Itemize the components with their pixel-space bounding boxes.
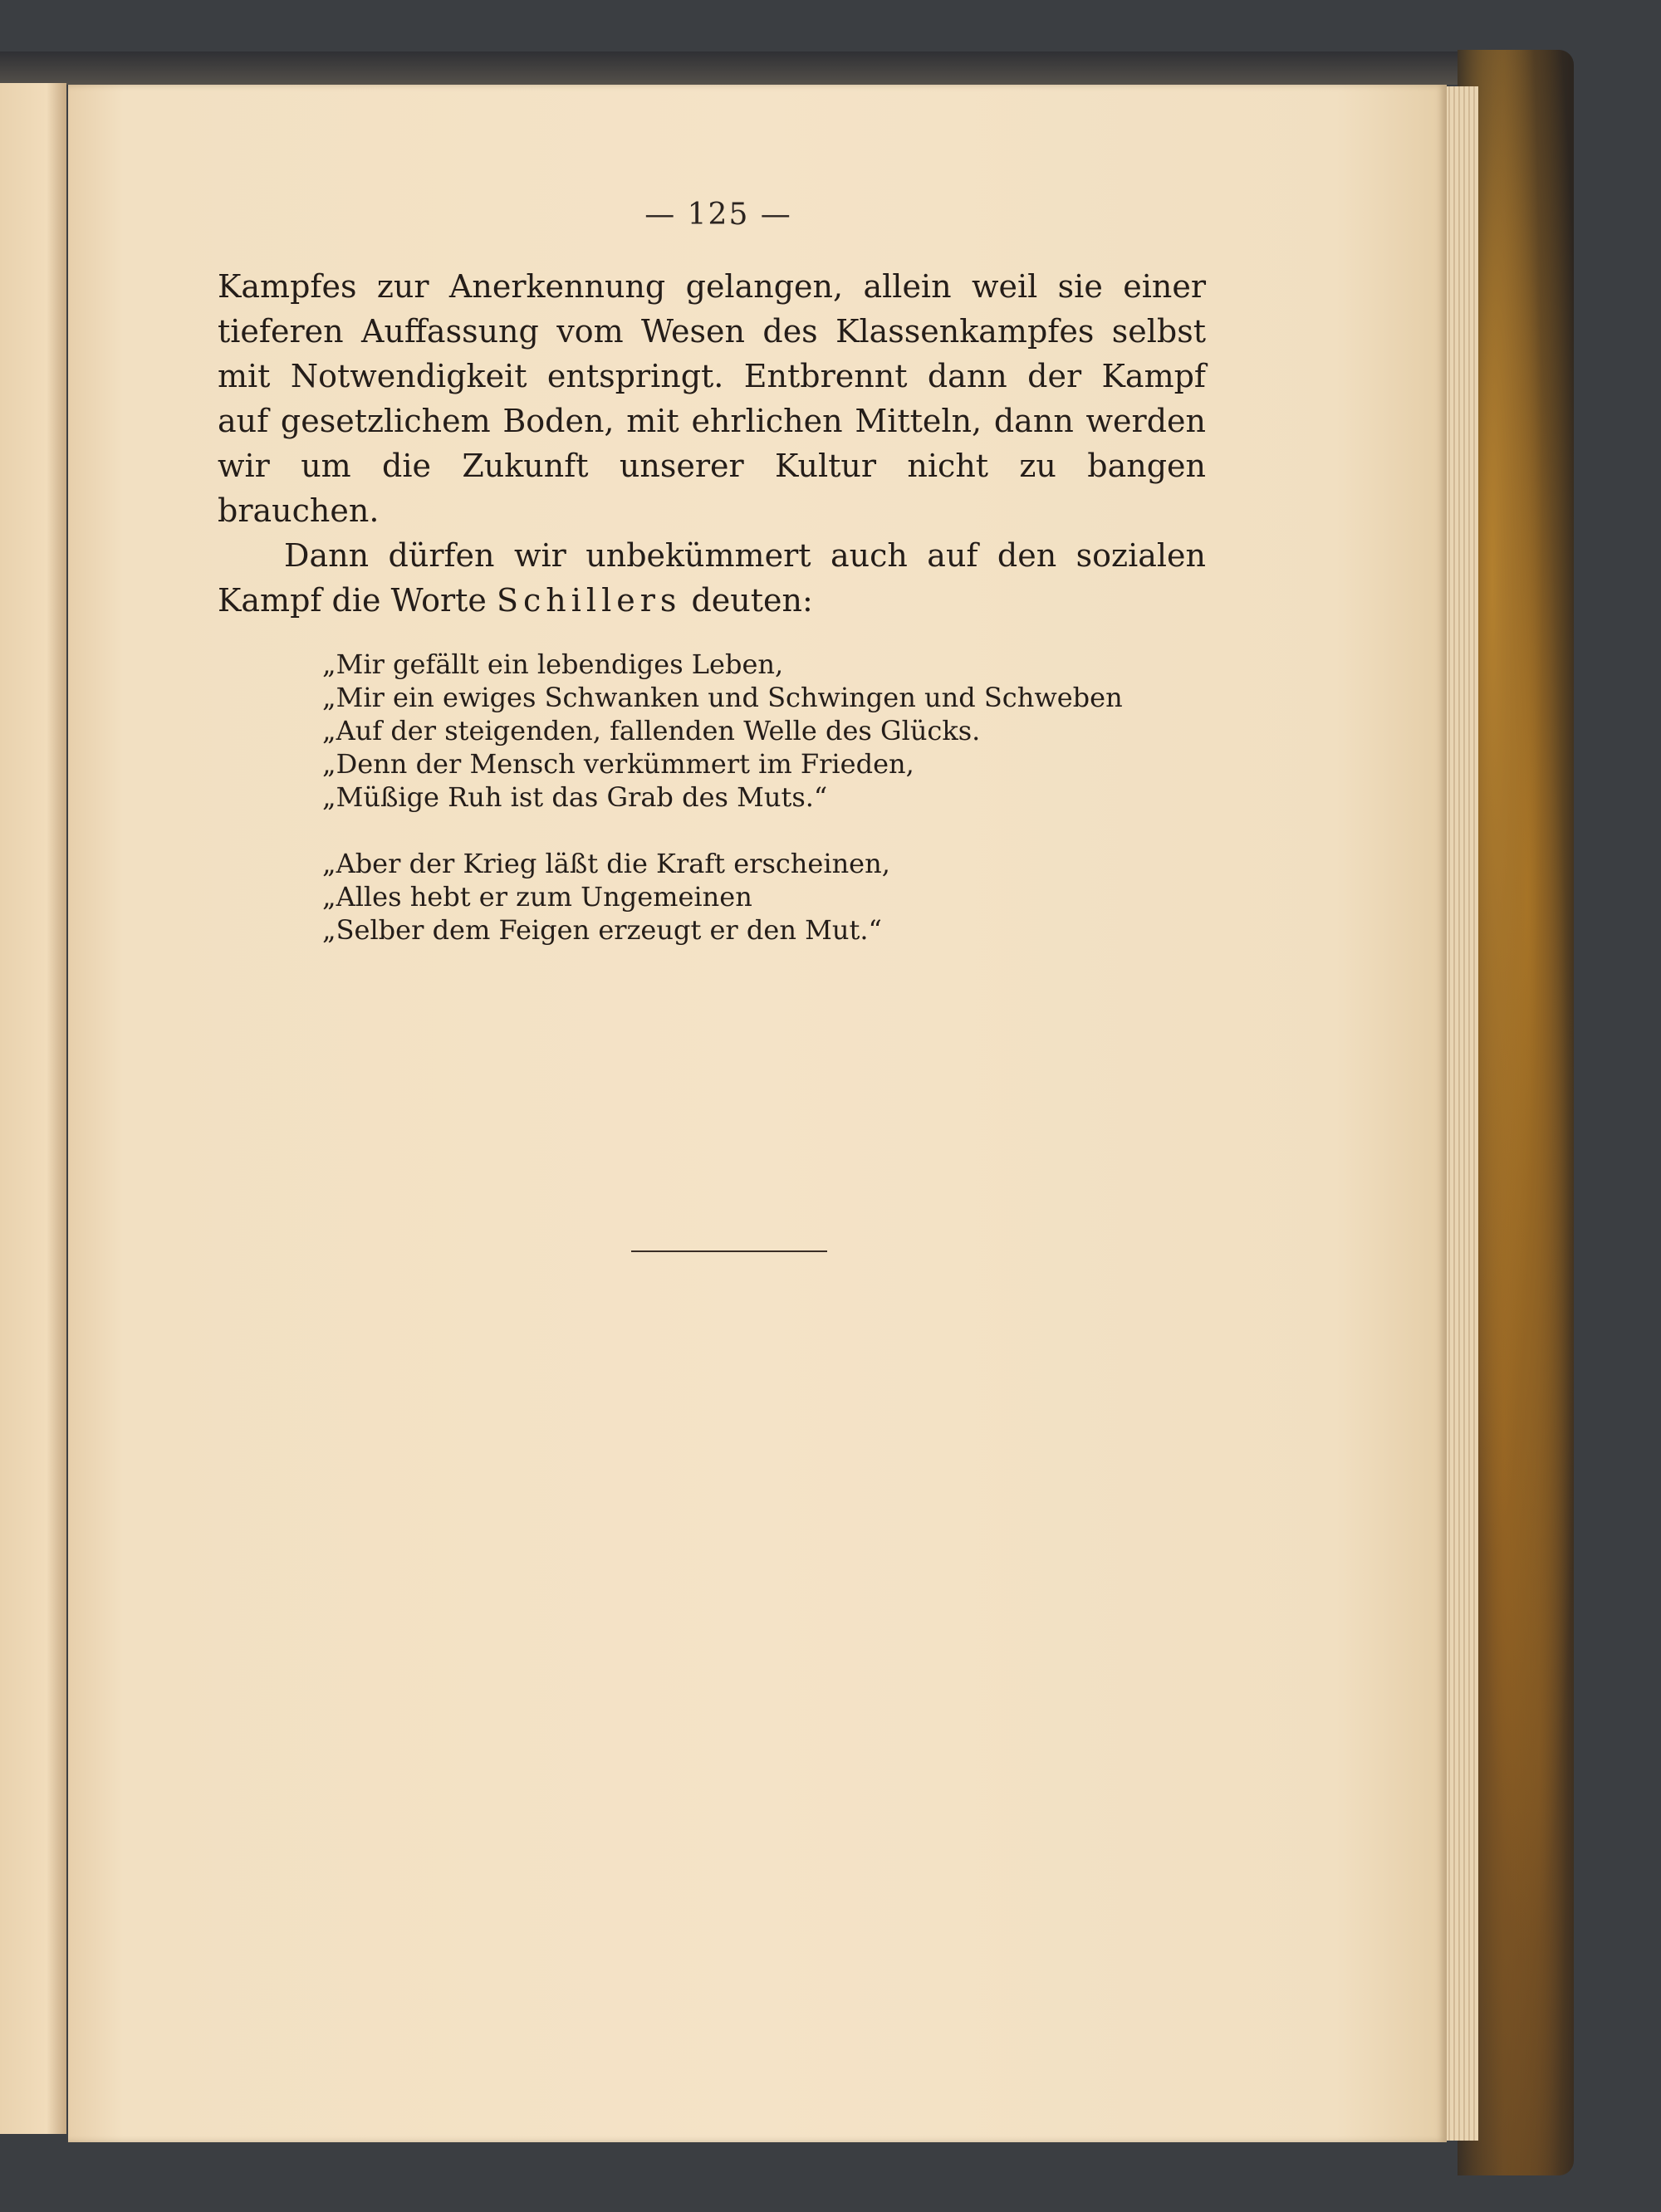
body-text: [218, 264, 1206, 623]
poem-line: „Denn der Mensch verkümmert im Frieden,: [322, 748, 914, 780]
author-name-schiller: Schillers: [496, 582, 682, 619]
text-fragment: Kampf die Worte: [218, 582, 487, 619]
poem-line: „Mir ein ewiges Schwanken und Schwingen und Schweben: [322, 682, 1123, 713]
text-line: Dann dürfen wir unbekümmert auch auf den sozialen: [284, 537, 1206, 574]
left-facing-page: [0, 83, 66, 2134]
poem-line: „Selber dem Feigen erzeugt er den Mut.“: [322, 914, 882, 946]
text-line: brauchen.: [218, 492, 380, 529]
page-number: — 125 —: [644, 198, 792, 232]
text-line: auf gesetzlichem Boden, mit ehrlichen Mitteln, dann werden: [218, 403, 1206, 439]
section-end-rule: [631, 1250, 827, 1252]
book-cover-top: [0, 51, 1561, 85]
text-line: tieferen Auffassung vom Wesen des Klassenkampfes selbst: [218, 313, 1206, 350]
text-line: wir um die Zukunft unserer Kultur nicht zu bangen: [218, 448, 1206, 484]
poem-stanza-1: [322, 648, 1123, 814]
text-line: Kampfes zur Anerkennung gelangen, allein weil sie einer: [218, 268, 1206, 305]
poem-line: „Aber der Krieg läßt die Kraft erscheinen,: [322, 848, 890, 879]
text-fragment: deuten:: [691, 582, 813, 619]
poem-stanza-2: [322, 847, 890, 947]
text-line-with-name: [218, 578, 1206, 623]
text-line: mit Notwendigkeit entspringt. Entbrennt dann der Kampf: [218, 358, 1206, 394]
poem-line: „Auf der steigenden, fallenden Welle des Glücks.: [322, 715, 981, 746]
poem-line: „Mir gefällt ein lebendiges Leben,: [322, 648, 784, 680]
page-edges: [1445, 86, 1478, 2141]
poem-line: „Alles hebt er zum Ungemeinen: [322, 881, 752, 913]
poem-line: „Müßige Ruh ist das Grab des Muts.“: [322, 781, 828, 813]
